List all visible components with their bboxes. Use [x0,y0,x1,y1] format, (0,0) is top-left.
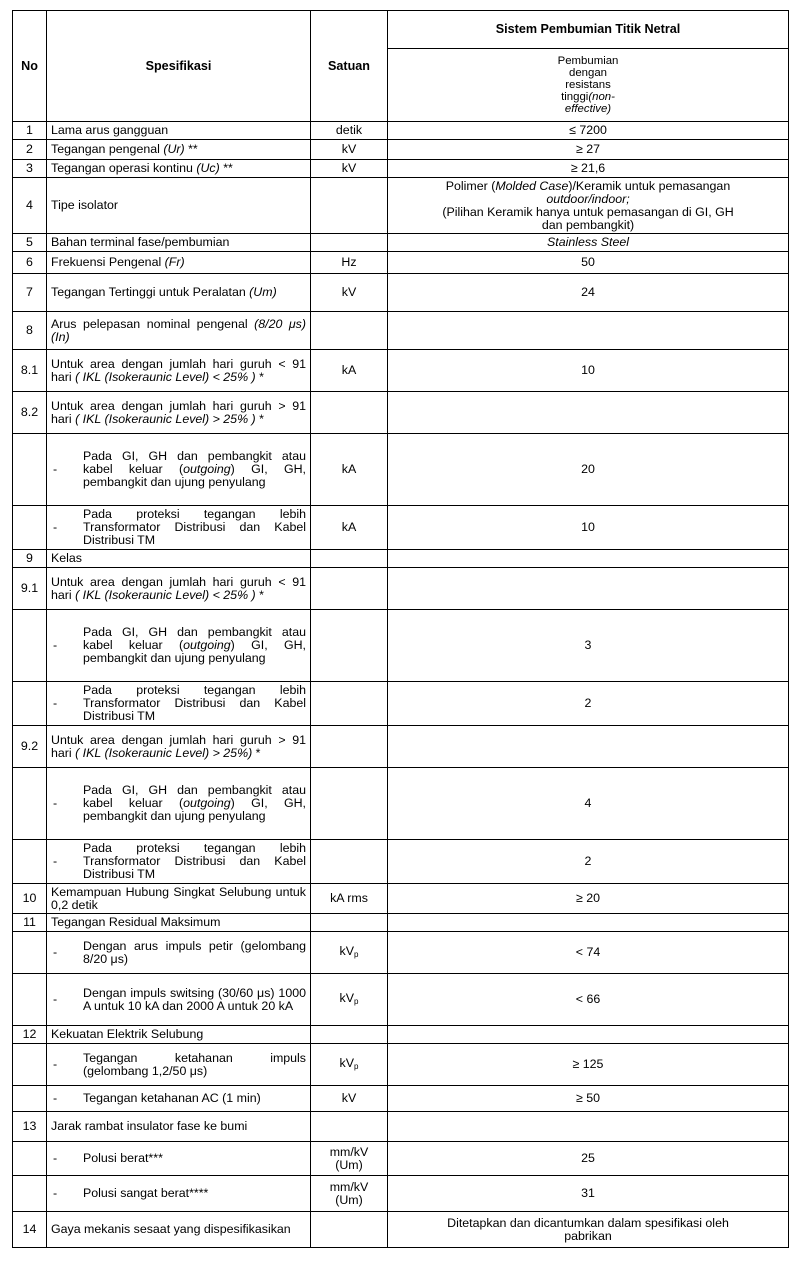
cell-no: 14 [13,1212,47,1248]
cell-satuan: kV [311,140,388,160]
spec-text: Polusi sangat berat**** [83,1186,209,1200]
spec-text: Pada GI, GH dan pembangkit atau kabel keluar (outgoing) GI, GH, pembangkit dan ujung penyulang [83,625,306,665]
cell-spesifikasi: Kemampuan Hubung Singkat Selubung untuk 0,2 detik [47,884,311,914]
table-row [13,1044,789,1086]
cell-spesifikasi: Bahan terminal fase/pembumian [47,234,311,252]
cell-satuan [311,726,388,768]
cell-nilai [388,550,789,568]
table-row [13,682,789,726]
cell-no: 10 [13,884,47,914]
bullet-dash: - [53,1057,58,1071]
cell-no: 9 [13,550,47,568]
cell-spesifikasi: Untuk area dengan jumlah hari guruh < 91 hari ( IKL (Isokeraunic Level) < 25% ) * [47,568,311,610]
table-row [13,312,789,350]
cell-satuan: kA [311,350,388,392]
cell-no [13,434,47,506]
spec-text: Dengan arus impuls petir (gelombang 8/20 μs) [83,938,306,966]
cell-no: 13 [13,1112,47,1142]
table-row [13,1086,789,1112]
cell-no: 8 [13,312,47,350]
cell-nilai: 4 [388,768,789,840]
cell-nilai [388,568,789,610]
cell-satuan: kA [311,434,388,506]
table-row [13,1212,789,1248]
table-row [13,392,789,434]
cell-no: 7 [13,274,47,312]
table-row [13,840,789,884]
cell-nilai: Stainless Steel [388,234,789,252]
bullet-dash: - [53,854,58,868]
cell-nilai: 10 [388,506,789,550]
cell-spesifikasi [47,1044,311,1086]
cell-spesifikasi: Tipe isolator [47,178,311,234]
cell-satuan: kV [311,160,388,178]
cell-spesifikasi [47,1142,311,1176]
cell-spesifikasi [47,1086,311,1112]
cell-nilai: ≤ 7200 [388,122,789,140]
spec-text: Pada proteksi tegangan lebih Transformator Distribusi dan Kabel Distribusi TM [83,507,306,547]
cell-nilai: ≥ 50 [388,1086,789,1112]
cell-satuan: kA rms [311,884,388,914]
spec-text: Dengan impuls switsing (30/60 μs) 1000 A untuk 10 kA dan 2000 A untuk 20 kA [83,985,306,1013]
spec-text: Pada GI, GH dan pembangkit atau kabel keluar (outgoing) GI, GH, pembangkit dan ujung penyulang [83,783,306,823]
cell-nilai: ≥ 27 [388,140,789,160]
cell-no [13,506,47,550]
cell-no [13,1142,47,1176]
cell-spesifikasi: Tegangan Tertinggi untuk Peralatan (Um) [47,274,311,312]
cell-satuan: $kV_p$ [311,974,388,1026]
cell-satuan: $kV_p$ [311,932,388,974]
cell-nilai: 24 [388,274,789,312]
table-row [13,974,789,1026]
table-row [13,160,789,178]
specification-table [12,10,789,1248]
cell-satuan [311,392,388,434]
cell-no: 8.2 [13,392,47,434]
bullet-dash: - [53,1091,58,1105]
cell-no: 3 [13,160,47,178]
cell-no: 4 [13,178,47,234]
cell-no: 6 [13,252,47,274]
cell-satuan [311,914,388,932]
table-row [13,1142,789,1176]
spec-text: Polusi berat*** [83,1151,163,1165]
cell-no [13,932,47,974]
bullet-dash: - [53,638,58,652]
cell-satuan [311,178,388,234]
table-row [13,550,789,568]
cell-satuan [311,550,388,568]
bullet-dash: - [53,992,58,1006]
cell-nilai: ≥ 21,6 [388,160,789,178]
cell-nilai: 31 [388,1176,789,1212]
table-row [13,884,789,914]
table-row [13,122,789,140]
cell-satuan: Hz [311,252,388,274]
cell-spesifikasi: Kekuatan Elektrik Selubung [47,1026,311,1044]
spec-text: Tegangan ketahanan AC (1 min) [83,1091,261,1105]
cell-no: 9.1 [13,568,47,610]
cell-nilai: Polimer (Molded Case)/Keramik untuk pemasangan outdoor/indoor; (Pilihan Keramik hanya untuk pemasangan di GI, GH dan pembangkit) [388,178,789,234]
cell-spesifikasi: Untuk area dengan jumlah hari guruh > 91 hari ( IKL (Isokeraunic Level) > 25%) * [47,726,311,768]
bullet-dash: - [53,520,58,534]
header-resistans-tinggi: Pembumian dengan resistans tinggi(non- effective) [388,49,789,122]
cell-satuan [311,610,388,682]
table-row [13,932,789,974]
cell-satuan [311,768,388,840]
cell-spesifikasi: Gaya mekanis sesaat yang dispesifikasikan [47,1212,311,1248]
cell-no: 12 [13,1026,47,1044]
table-row [13,274,789,312]
cell-no [13,682,47,726]
table-row [13,726,789,768]
table-row [13,434,789,506]
cell-nilai [388,914,789,932]
cell-nilai: < 74 [388,932,789,974]
cell-spesifikasi [47,1176,311,1212]
bullet-dash: - [53,1151,58,1165]
cell-no [13,610,47,682]
table-row [13,506,789,550]
cell-spesifikasi: Frekuensi Pengenal (Fr) [47,252,311,274]
cell-satuan [311,682,388,726]
table-row [13,1176,789,1212]
cell-spesifikasi: Lama arus gangguan [47,122,311,140]
cell-satuan [311,840,388,884]
cell-nilai: 2 [388,682,789,726]
cell-nilai [388,1026,789,1044]
cell-nilai: 50 [388,252,789,274]
cell-nilai: 3 [388,610,789,682]
cell-no [13,768,47,840]
table-row [13,350,789,392]
header-no: No [13,11,47,122]
bullet-dash: - [53,796,58,810]
cell-no [13,1176,47,1212]
cell-satuan [311,1112,388,1142]
spec-text: Pada proteksi tegangan lebih Transformator Distribusi dan Kabel Distribusi TM [83,683,306,723]
table-body [13,122,789,1248]
cell-no [13,1044,47,1086]
cell-satuan [311,568,388,610]
cell-satuan: $kV_p$ [311,1044,388,1086]
cell-spesifikasi: Tegangan operasi kontinu (Uc) ** [47,160,311,178]
cell-nilai [388,1112,789,1142]
cell-nilai: ≥ 20 [388,884,789,914]
bullet-dash: - [53,1186,58,1200]
cell-spesifikasi: Untuk area dengan jumlah hari guruh > 91 hari ( IKL (Isokeraunic Level) > 25% ) * [47,392,311,434]
cell-no [13,974,47,1026]
table-row [13,1026,789,1044]
cell-nilai: ≥ 125 [388,1044,789,1086]
cell-nilai: 20 [388,434,789,506]
cell-spesifikasi: Untuk area dengan jumlah hari guruh < 91 hari ( IKL (Isokeraunic Level) < 25% ) * [47,350,311,392]
cell-spesifikasi [47,932,311,974]
cell-no: 8.1 [13,350,47,392]
cell-spesifikasi: Tegangan Residual Maksimum [47,914,311,932]
table-row [13,252,789,274]
table-row [13,140,789,160]
cell-satuan [311,312,388,350]
cell-nilai [388,392,789,434]
cell-no [13,840,47,884]
cell-spesifikasi [47,682,311,726]
cell-spesifikasi: Arus pelepasan nominal pengenal (8/20 μs) (In) [47,312,311,350]
cell-no: 9.2 [13,726,47,768]
bullet-dash: - [53,696,58,710]
cell-satuan [311,1212,388,1248]
table-row [13,234,789,252]
cell-nilai [388,312,789,350]
spec-text: Tegangan ketahanan impuls (gelombang 1,2/50 μs) [83,1050,306,1078]
cell-spesifikasi [47,610,311,682]
cell-no [13,1086,47,1112]
cell-spesifikasi [47,506,311,550]
spec-text: Pada GI, GH dan pembangkit atau kabel keluar (outgoing) GI, GH, pembangkit dan ujung penyulang [83,449,306,489]
cell-spesifikasi: Kelas [47,550,311,568]
cell-no: 11 [13,914,47,932]
cell-spesifikasi [47,840,311,884]
table-row [13,1112,789,1142]
cell-nilai: 10 [388,350,789,392]
cell-spesifikasi [47,974,311,1026]
bullet-dash: - [53,945,58,959]
cell-nilai: 25 [388,1142,789,1176]
table-row [13,768,789,840]
cell-satuan: mm/kV (Um) [311,1176,388,1212]
cell-satuan: mm/kV (Um) [311,1142,388,1176]
cell-no: 2 [13,140,47,160]
header-sistem-pembumian: Sistem Pembumian Titik Netral [388,11,789,49]
table-row [13,914,789,932]
cell-spesifikasi [47,768,311,840]
cell-no: 5 [13,234,47,252]
cell-nilai [388,726,789,768]
header-spesifikasi: Spesifikasi [47,11,311,122]
cell-spesifikasi: Tegangan pengenal (Ur) ** [47,140,311,160]
cell-satuan: kV [311,1086,388,1112]
cell-satuan: kA [311,506,388,550]
cell-no: 1 [13,122,47,140]
cell-nilai: 2 [388,840,789,884]
cell-spesifikasi: Jarak rambat insulator fase ke bumi [47,1112,311,1142]
cell-satuan [311,234,388,252]
cell-spesifikasi [47,434,311,506]
header-satuan: Satuan [311,11,388,122]
bullet-dash: - [53,462,58,476]
cell-nilai: Ditetapkan dan dicantumkan dalam spesifikasi oleh pabrikan [388,1212,789,1248]
cell-satuan [311,1026,388,1044]
table-row [13,178,789,234]
spec-text: Pada proteksi tegangan lebih Transformator Distribusi dan Kabel Distribusi TM [83,841,306,881]
cell-satuan: detik [311,122,388,140]
table-row [13,568,789,610]
cell-nilai: < 66 [388,974,789,1026]
cell-satuan: kV [311,274,388,312]
table-row [13,610,789,682]
